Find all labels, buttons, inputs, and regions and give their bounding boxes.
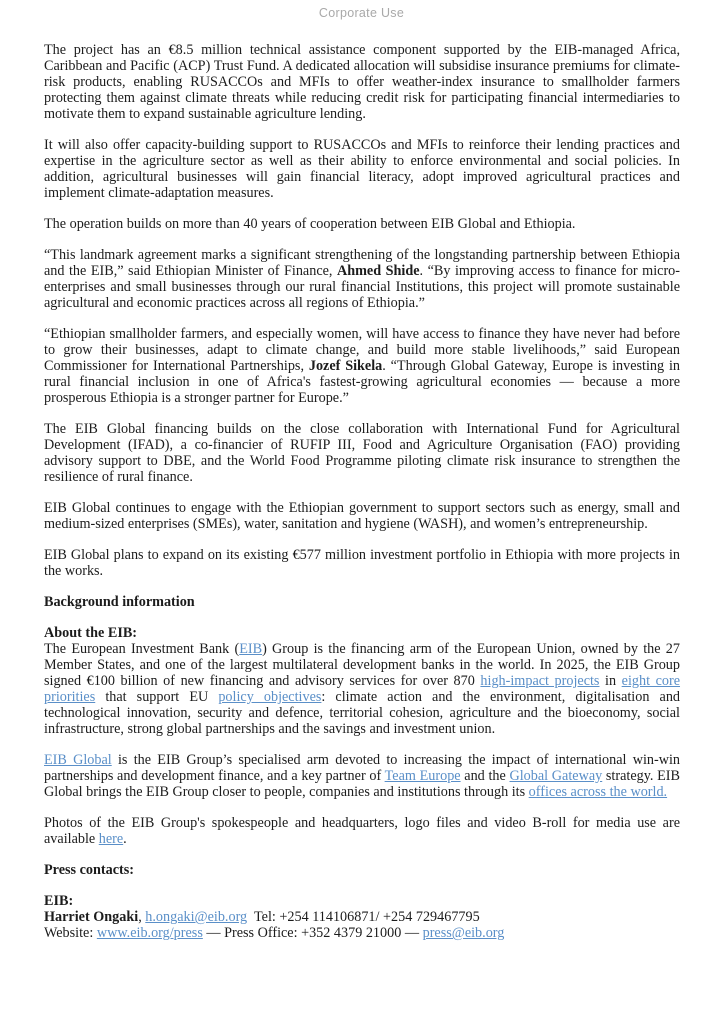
text-run: is the EIB Group’s specialised arm devoted to increasing the impact of international win-win partnerships and development finance, and a key partner of xyxy=(44,752,680,784)
bold-text-run: Ahmed Shide xyxy=(336,263,420,279)
text-run: : climate action and the environment, digitalisation and technological innovation, security and defence, territorial cohesion, agriculture and the bioeconomy, social infrastructure, strong global partnerships and the savings and investment union. xyxy=(44,689,681,737)
text-run: strategy. EIB Global brings the EIB Group closer to people, companies and institutions through its xyxy=(44,768,680,800)
document-body xyxy=(44,42,680,941)
link-eib-global[interactable]: EIB Global xyxy=(44,752,112,768)
link-here[interactable]: here xyxy=(98,831,124,847)
link-high-impact-projects[interactable]: high-impact projects xyxy=(480,673,600,689)
text-run: Photos of the EIB Group's spokespeople and headquarters, logo files and video B-roll for media use are available xyxy=(44,815,680,847)
paragraph-contact-details xyxy=(44,893,680,941)
link-eib-press-website[interactable]: www.eib.org/press xyxy=(96,925,203,941)
heading-background-information xyxy=(44,594,680,610)
link-global-gateway[interactable]: Global Gateway xyxy=(509,768,603,784)
text-run: . “By improving access to finance for micro-enterprises and small businesses through our rural financial Institutions, this project will promote sustainable agricultural and economic practices across all regions of Ethiopia.” xyxy=(44,263,680,311)
text-run: The European Investment Bank ( xyxy=(44,641,240,657)
bold-text-run: EIB: xyxy=(44,893,74,909)
text-run: — Press Office: +352 4379 21000 — xyxy=(202,925,423,941)
paragraph-media-photos xyxy=(44,815,680,847)
link-offices-across-the-world[interactable]: offices across the world. xyxy=(528,784,668,800)
link-policy-objectives[interactable]: policy objectives xyxy=(218,689,322,705)
link-press-email[interactable]: press@eib.org xyxy=(422,925,505,941)
link-eight-core-priorities[interactable]: eight core priorities xyxy=(44,673,681,705)
text-run: ) Group is the financing arm of the European Union, owned by the 27 Member States, and one of the largest multilateral development banks in the world. In 2025, the EIB Group signed €100 billion of new financing and advisory services for over 870 xyxy=(44,641,680,689)
text-run: The operation builds on more than 40 years of cooperation between EIB Global and Ethiopia. xyxy=(44,216,576,232)
text-run: “Ethiopian smallholder farmers, and especially women, will have access to finance they have never had before to grow their businesses, adapt to climate change, and build more stable livelihoods,” said European Commissioner for International Partnerships, xyxy=(44,326,680,374)
text-run: It will also offer capacity-building support to RUSACCOs and MFIs to reinforce their lending practices and expertise in the agriculture sector as well as their ability to enforce environmental and social policies. In addition, agricultural businesses will gain financial literacy, adopt improved agricultural practices and implement climate-adaptation measures. xyxy=(44,137,680,201)
bold-text-run: Background information xyxy=(44,594,195,610)
heading-press-contacts xyxy=(44,862,680,878)
text-run: EIB Global continues to engage with the Ethiopian government to support sectors such as energy, small and medium-sized enterprises (SMEs), water, sanitation and hygiene (WASH), and women’s entrepreneurship. xyxy=(44,500,680,532)
text-run: The project has an €8.5 million technical assistance component supported by the EIB-managed Africa, Caribbean and Pacific (ACP) Trust Fund. A dedicated allocation will subsidise insurance premiums for climate-risk products, enabling RUSACCOs and MFIs to offer weather-index insurance to smallholder farmers protecting them against climate threats while reducing credit risk for participating financial intermediaries to motivate them to expand sustainable agriculture lending. xyxy=(44,42,680,122)
bold-text-run: Jozef Sikela xyxy=(308,358,383,374)
text-run: Tel: +254 114106871/ +254 729467795 xyxy=(247,909,480,925)
paragraph-cooperation-years xyxy=(44,216,680,232)
paragraph-capacity-building xyxy=(44,137,680,201)
paragraph-sectors xyxy=(44,500,680,532)
link-email-hongaki[interactable]: h.ongaki@eib.org xyxy=(145,909,248,925)
link-team-europe[interactable]: Team Europe xyxy=(384,768,461,784)
text-run: . “Through Global Gateway, Europe is investing in rural financial inclusion in one of Africa's fastest-growing agricultural economies — because a more prosperous Ethiopia is a stronger partner for Europe.” xyxy=(44,358,680,406)
text-run: “This landmark agreement marks a significant strengthening of the longstanding partnership between Ethiopia and the EIB,” said Ethiopian Minister of Finance, xyxy=(44,247,680,279)
paragraph-technical-assistance xyxy=(44,42,680,122)
paragraph-cofinancier-collaboration xyxy=(44,421,680,485)
paragraph-about-the-eib xyxy=(44,625,680,737)
paragraph-quote-ahmed-shide xyxy=(44,247,680,311)
text-run: The EIB Global financing builds on the close collaboration with International Fund for Agricultural Development (IFAD), a co-financier of RUFIP III, Food and Agriculture Organisation (FAO) providing advisory support to DBE, and the World Food Programme piloting climate risk insurance to strengthen the resilience of rural finance. xyxy=(44,421,680,485)
text-run: in xyxy=(599,673,622,689)
text-run: . xyxy=(123,831,127,847)
text-run: that support EU xyxy=(95,689,219,705)
corporate-use-label: Corporate Use xyxy=(318,6,405,20)
text-run: and the xyxy=(460,768,510,784)
bold-text-run: Press contacts: xyxy=(44,862,134,878)
text-run: , xyxy=(138,909,146,925)
link-eib[interactable]: EIB xyxy=(239,641,263,657)
bold-text-run: About the EIB: xyxy=(44,625,138,641)
text-run: EIB Global plans to expand on its existing €577 million investment portfolio in Ethiopia with more projects in the works. xyxy=(44,547,680,579)
paragraph-eib-global xyxy=(44,752,680,800)
text-run: Website: xyxy=(44,925,97,941)
paragraph-portfolio xyxy=(44,547,680,579)
bold-text-run: Harriet Ongaki xyxy=(44,909,139,925)
paragraph-quote-jozef-sikela xyxy=(44,326,680,406)
